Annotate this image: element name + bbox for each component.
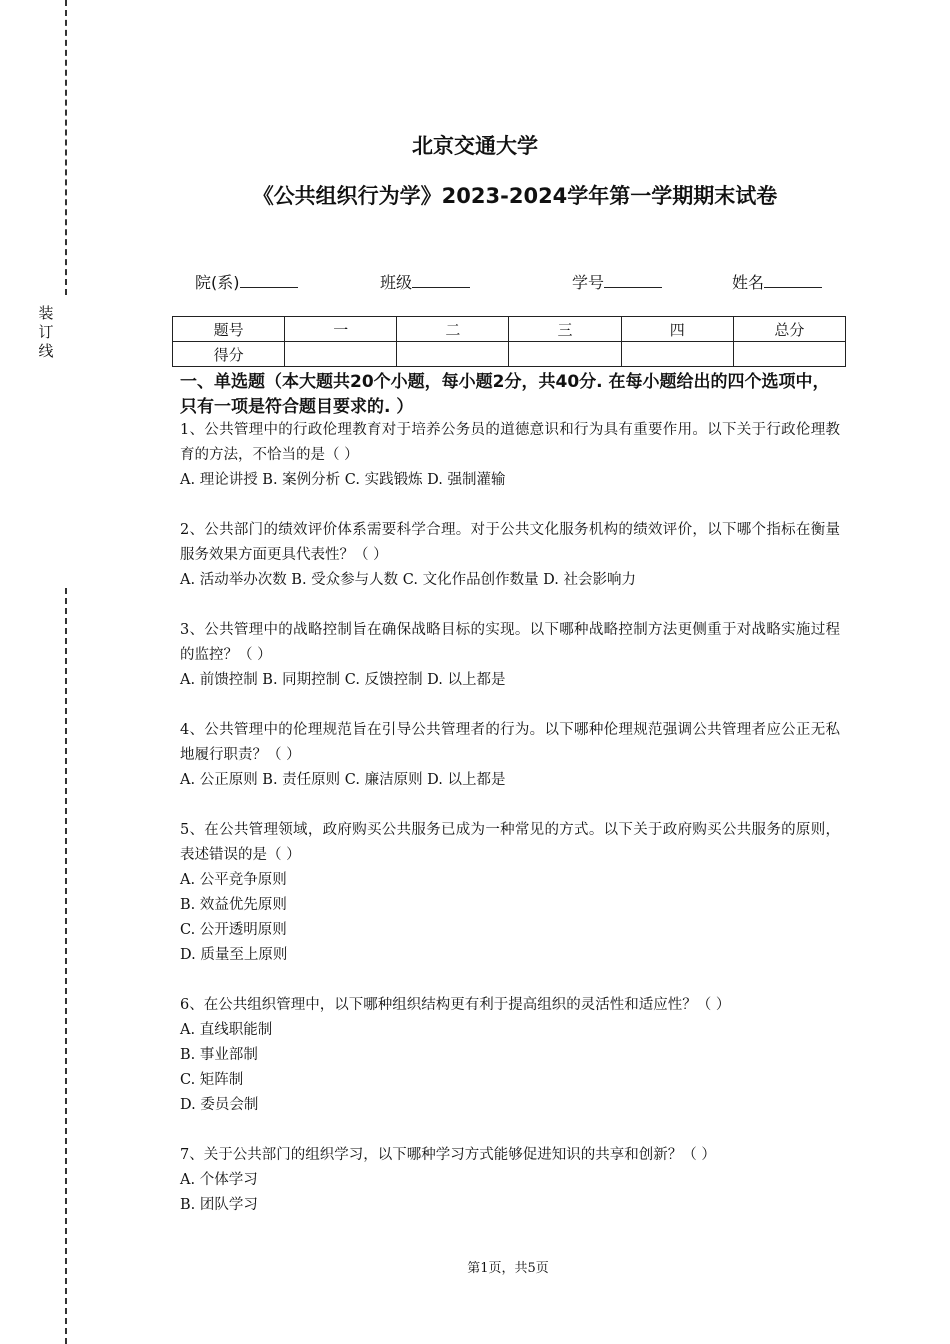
university-title: 北京交通大学 <box>412 134 538 158</box>
department-label: 院(系) <box>195 273 240 292</box>
section-heading: 一、单选题（本大题共20个小题，每小题2分，共40分. 在每小题给出的四个选项中，只有一项是符合题目要求的. ） <box>180 372 830 417</box>
question-stem: 1、公共管理中的行政伦理教育对于培养公务员的道德意识和行为具有重要作用。以下关于行政伦理教育的方法，不恰当的是（ ） <box>180 422 840 463</box>
question-stem: 6、在公共组织管理中，以下哪种组织结构更有利于提高组织的灵活性和适应性？（ ） <box>180 997 731 1013</box>
question-stem: 7、关于公共部门的组织学习，以下哪种学习方式能够促进知识的共享和创新？（ ） <box>180 1147 716 1163</box>
question-item <box>180 418 840 493</box>
score-header-cell: 题号 <box>173 317 285 342</box>
class-label: 班级 <box>380 273 413 292</box>
question-item <box>180 718 840 793</box>
score-table <box>172 316 846 367</box>
question-option: C. 公开透明原则 <box>180 922 287 938</box>
department-blank <box>240 272 298 288</box>
question-item <box>180 993 840 1118</box>
question-option: A. 公平竞争原则 <box>180 872 287 888</box>
score-header-cell: 一 <box>285 317 397 342</box>
question-option: A. 活动举办次数 B. 受众参与人数 C. 文化作品创作数量 D. 社会影响力 <box>180 572 637 588</box>
score-cell[interactable] <box>509 342 621 367</box>
score-table-header-row <box>173 317 846 342</box>
question-option: A. 直线职能制 <box>180 1022 273 1038</box>
score-cell[interactable] <box>285 342 397 367</box>
page-footer: 第1页，共5页 <box>467 1261 549 1276</box>
student-id-field <box>572 270 662 293</box>
question-stem: 5、在公共管理领域，政府购买公共服务已成为一种常见的方式。以下关于政府购买公共服务的原则，表述错误的是（ ） <box>180 822 840 863</box>
question-option: A. 前馈控制 B. 同期控制 C. 反馈控制 D. 以上都是 <box>180 672 506 688</box>
question-item <box>180 518 840 593</box>
question-item <box>180 1143 840 1218</box>
class-blank <box>412 272 470 288</box>
score-header-cell: 三 <box>509 317 621 342</box>
student-id-label: 学号 <box>572 273 605 292</box>
question-option: B. 效益优先原则 <box>180 897 287 913</box>
score-row-label: 得分 <box>173 342 285 367</box>
exam-title: 《公共组织行为学》2023-2024学年第一学期期末试卷 <box>252 184 778 208</box>
binding-label: 装订线 <box>38 304 54 360</box>
score-cell[interactable] <box>397 342 509 367</box>
score-cell[interactable] <box>621 342 733 367</box>
name-field <box>732 270 822 293</box>
question-item <box>180 818 840 968</box>
question-list <box>180 418 840 1243</box>
question-option: D. 质量至上原则 <box>180 947 288 963</box>
question-stem: 4、公共管理中的伦理规范旨在引导公共管理者的行为。以下哪种伦理规范强调公共管理者应公正无私地履行职责？（ ） <box>180 722 840 763</box>
score-table-score-row <box>173 342 846 367</box>
question-stem: 2、公共部门的绩效评价体系需要科学合理。对于公共文化服务机构的绩效评价，以下哪个指标在衡量服务效果方面更具代表性？（ ） <box>180 522 840 563</box>
question-option: A. 理论讲授 B. 案例分析 C. 实践锻炼 D. 强制灌输 <box>180 472 506 488</box>
student-id-blank <box>604 272 662 288</box>
name-label: 姓名 <box>732 273 765 292</box>
question-option: C. 矩阵制 <box>180 1072 244 1088</box>
score-cell[interactable] <box>733 342 845 367</box>
question-item <box>180 618 840 693</box>
question-stem: 3、公共管理中的战略控制旨在确保战略目标的实现。以下哪种战略控制方法更侧重于对战略实施过程的监控？（ ） <box>180 622 840 663</box>
binding-line-bottom <box>65 588 67 1344</box>
department-field <box>195 270 298 293</box>
score-header-cell: 总分 <box>733 317 845 342</box>
question-option: A. 公正原则 B. 责任原则 C. 廉洁原则 D. 以上都是 <box>180 772 506 788</box>
question-option: D. 委员会制 <box>180 1097 259 1113</box>
score-header-cell: 二 <box>397 317 509 342</box>
name-blank <box>764 272 822 288</box>
score-header-cell: 四 <box>621 317 733 342</box>
class-field <box>380 270 470 293</box>
question-option: B. 事业部制 <box>180 1047 258 1063</box>
question-option: A. 个体学习 <box>180 1172 258 1188</box>
question-option: B. 团队学习 <box>180 1197 258 1213</box>
